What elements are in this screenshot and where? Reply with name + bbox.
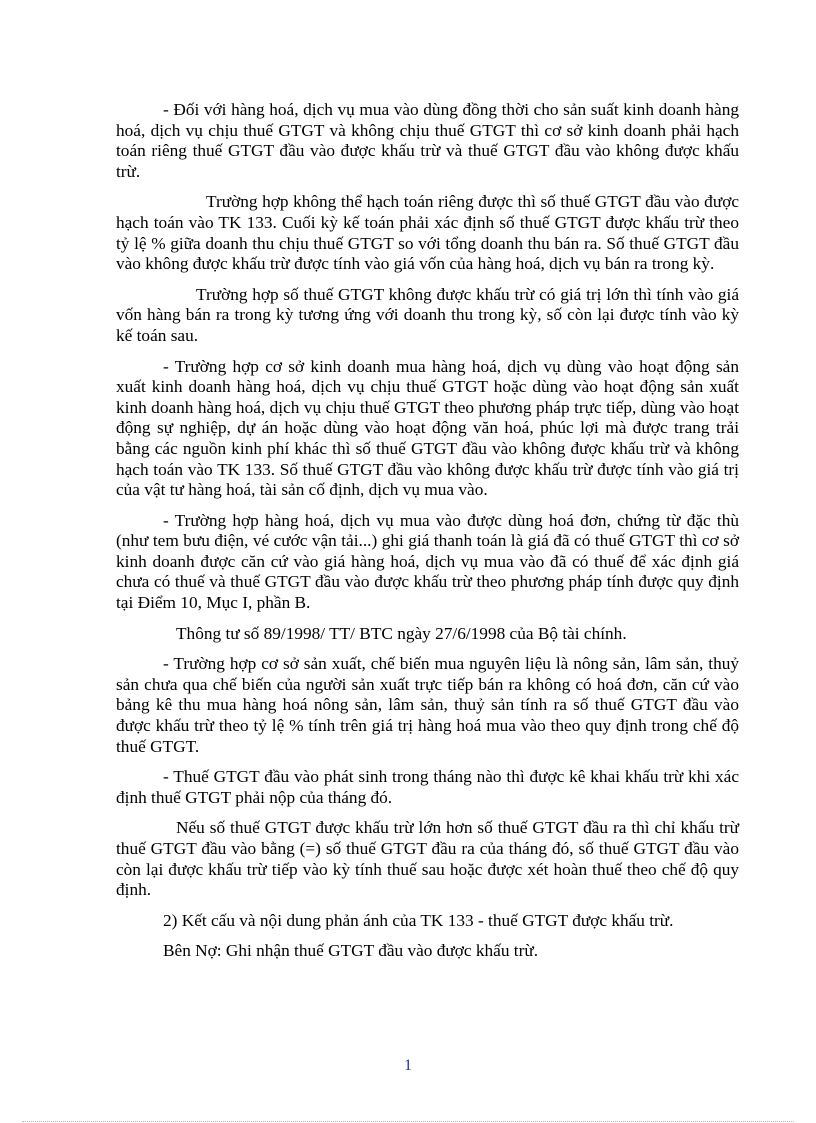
paragraph-mixed-use-goods: - Đối với hàng hoá, dịch vụ mua vào dùng đồng thời cho sản suất kinh doanh hàng hoá, dịch vụ chịu thuế GTGT và không chịu thuế GTGT thì cơ sở kinh doanh phải hạch toán riêng thuế GTGT đầu vào được khấu trừ và thuế GTGT đầu vào không được khấu trừ. <box>116 100 739 181</box>
paragraph-special-invoices: - Trường hợp hàng hoá, dịch vụ mua vào được dùng hoá đơn, chứng từ đặc thù (như tem bưu điện, vé cước vận tải...) ghi giá thanh toán là giá đã có thuế GTGT thì cơ sở kinh doanh được căn cứ vào giá hàng hoá, dịch vụ mua vào đã có thuế để xác định giá chưa có thuế và thuế GTGT đầu vào được khấu trừ theo phương pháp tính được quy định tại Điểm 10, Mục I, phần B. <box>116 510 739 613</box>
document-page <box>116 100 739 972</box>
page-bottom-border <box>22 1121 794 1122</box>
paragraph-cannot-separate: Trường hợp không thể hạch toán riêng được thì số thuế GTGT đầu vào được hạch toán vào TK 133. Cuối kỳ kế toán phải xác định số thuế GTGT được khấu trừ theo tỷ lệ % giữa doanh thu chịu thuế GTGT so với tổng doanh thu bán ra. Số thuế GTGT đầu vào không được khấu trừ được tính vào giá vốn của hàng hoá, dịch vụ bán ra trong kỳ. <box>116 192 739 274</box>
paragraph-monthly-declaration: - Thuế GTGT đầu vào phát sinh trong tháng nào thì được kê khai khấu trừ khi xác định thuế GTGT phải nộp của tháng đó. <box>116 767 739 807</box>
paragraph-agricultural-inputs: - Trường hợp cơ sở sản xuất, chế biến mua nguyên liệu là nông sản, lâm sản, thuỷ sản chưa qua chế biến của người sản xuất trực tiếp bán ra không có hoá đơn, căn cứ vào bảng kê thu mua hàng hoá nông sản, lâm sản, thuỷ sản tính ra số thuế GTGT đầu vào được khấu trừ theo tỷ lệ % tính trên giá trị hàng hoá mua vào theo quy định trong chế độ thuế GTGT. <box>116 654 739 756</box>
page-number: 1 <box>404 1057 412 1074</box>
paragraph-debit-side: Bên Nợ: Ghi nhận thuế GTGT đầu vào được khấu trừ. <box>163 941 539 961</box>
paragraph-excess-deduction: Nếu số thuế GTGT được khấu trừ lớn hơn số thuế GTGT đầu ra thì chỉ khấu trừ thuế GTGT đầu vào bằng (=) số thuế GTGT đầu ra của tháng đó, số thuế GTGT đầu vào còn lại được khấu trừ tiếp vào kỳ tính thuế sau hoặc được xét hoàn thuế theo chế độ quy định. <box>116 818 739 900</box>
paragraph-large-non-deductible: Trường hợp số thuế GTGT không được khấu trừ có giá trị lớn thì tính vào giá vốn hàng bán ra trong kỳ tương ứng với doanh thu trong kỳ, số còn lại được tính vào kỳ kế toán sau. <box>116 284 739 345</box>
paragraph-tk133-structure: 2) Kết cấu và nội dung phản ánh của TK 133 - thuế GTGT được khấu trừ. <box>163 910 674 930</box>
paragraph-other-funding: - Trường hợp cơ sở kinh doanh mua hàng hoá, dịch vụ dùng vào hoạt động sản xuất kinh doanh hàng hoá, dịch vụ chịu thuế GTGT hoặc dùng vào hoạt động sản xuất kinh doanh hàng hoá, dịch vụ chịu thuế GTGT theo phương pháp trực tiếp, dùng vào hoạt động sự nghiệp, dự án hoặc dùng vào hoạt động văn hoá, phúc lợi mà được trang trải bằng các nguồn kinh phí khác thì số thuế GTGT đầu vào không được khấu trừ và không hạch toán vào TK 133. Số thuế GTGT đầu vào không được khấu trừ được tính vào giá trị của vật tư hàng hoá, tài sản cố định, dịch vụ mua vào. <box>116 356 739 500</box>
paragraph-circular-reference: Thông tư số 89/1998/ TT/ BTC ngày 27/6/1998 của Bộ tài chính. <box>176 623 627 643</box>
